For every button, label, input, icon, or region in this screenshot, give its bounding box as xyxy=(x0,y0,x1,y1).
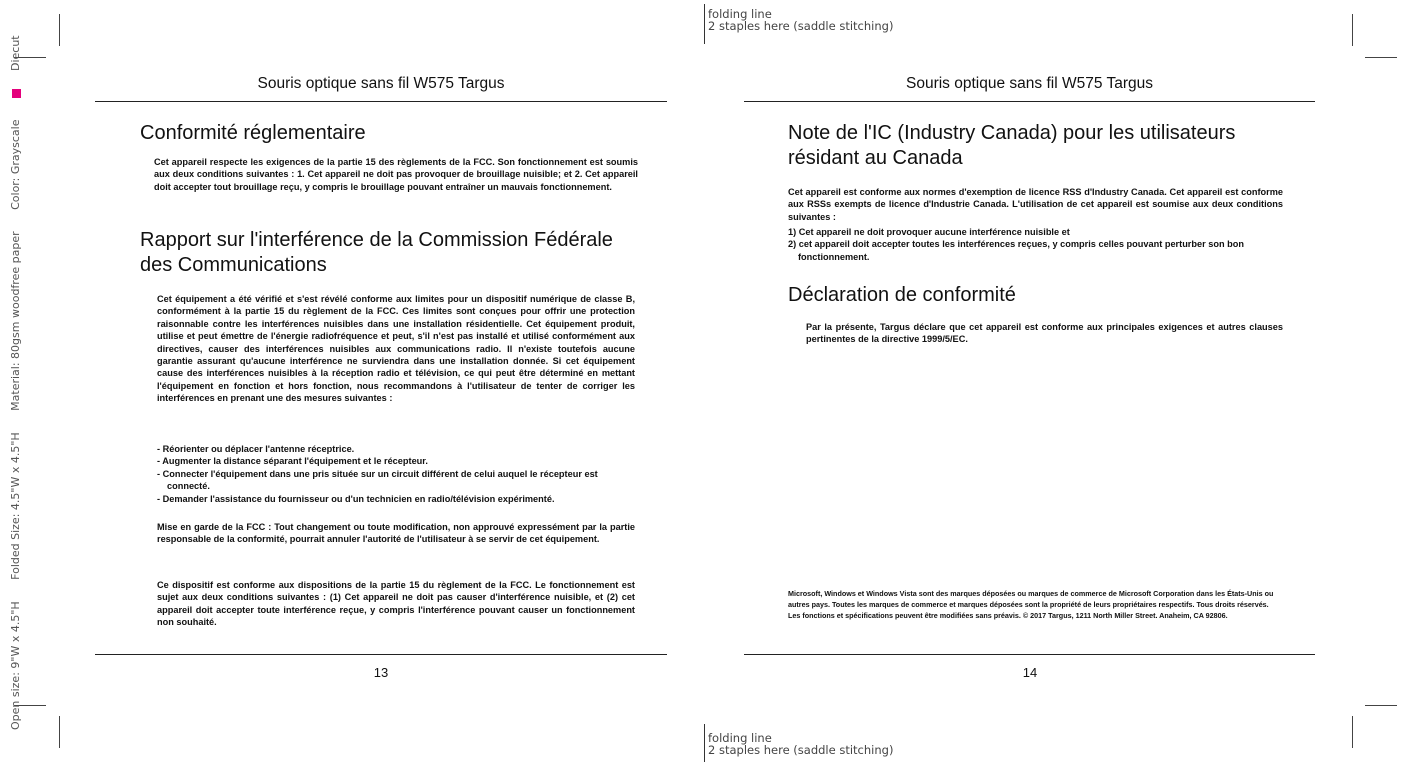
fold-line-label: folding line xyxy=(708,7,772,21)
crop-mark xyxy=(1365,57,1397,58)
page-header: Souris optique sans fil W575 Targus xyxy=(906,75,1153,92)
section-title: Déclaration de conformité xyxy=(788,284,1016,306)
measures-list xyxy=(157,443,635,505)
list-item: - Réorienter ou déplacer l'antenne réceptrice. xyxy=(157,444,355,454)
staples-label: 2 staples here (saddle stitching) xyxy=(708,19,894,33)
crop-mark xyxy=(59,716,60,748)
section-body: Cet appareil respecte les exigences de la partie 15 des règlements de la FCC. Son fonctionnement est soumis aux deux conditions suivantes : 1. Cet appareil ne doit pas provoquer de brouillage nuisible; et 2. Cet appareil doit accepter tout brouillage reçu, y compris le brouillage pouvant entraîner un mauvais fonctionnement. xyxy=(154,157,638,192)
section-body: Cet appareil est conforme aux normes d'exemption de licence RSS d'Industry Canada. Cet appareil est conforme aux RSSs exempts de licence d'Industrie Canada. L'utilisation de cet appareil est soumise aux deux conditions suivantes : xyxy=(788,187,1283,222)
page-number: 14 xyxy=(1022,665,1038,680)
header-rule xyxy=(95,101,667,102)
footer-rule xyxy=(744,654,1315,655)
staples-label: 2 staples here (saddle stitching) xyxy=(708,743,894,757)
list-item: 2) cet appareil doit accepter toutes les interférences reçues, y compris celles pouvant perturber son bon fonctionnement. xyxy=(788,239,1244,262)
section-body: Cet équipement a été vérifié et s'est révélé conforme aux limites pour un dispositif numérique de classe B, conformément à la partie 15 du règlement de la FCC. Ces limites sont conçues pour offrir une protection raisonnable contre les interférences nuisibles dans une installation résidentielle. Cet équipement produit, utilise et peut émettre de l'énergie radiofréquence et peut, s'il n'est pas installé et utilisé conformément aux directives, causer des interférences nuisibles aux communications radio. Il n'existe toutefois aucune garantie assurant qu'aucune interférence ne surviendra dans une installation donnée. Si cet équipement cause des interférences nuisibles à la réception radio et télévision, ce qui peut être déterminé en mettant l'équipement en fonction et hors fonction, nous recommandons à l'utilisateur de tenter de corriger les interférences en prenant une des mesures suivantes : xyxy=(157,294,635,404)
conditions-list xyxy=(788,226,1283,263)
section-title: Rapport sur l'interférence de la Commission Fédérale des Communications xyxy=(140,229,613,276)
spec-open-size: Open size: 9"W x 4.5"H xyxy=(9,601,22,730)
print-spec-label xyxy=(7,35,25,730)
dieline-swatch xyxy=(12,89,21,98)
fcc-warning: Mise en garde de la FCC : Tout changement ou toute modification, non approuvé expressément par la partie responsable de la conformité, pourrait annuler l'autorité de l'utilisateur à se servir de cet équipement. xyxy=(157,522,635,545)
page-header: Souris optique sans fil W575 Targus xyxy=(257,75,505,92)
spec-color: Color: Grayscale xyxy=(9,119,22,210)
crop-mark xyxy=(1352,716,1353,748)
list-item: - Connecter l'équipement dans une pris située sur un circuit différent de celui auquel le récepteur est connecté. xyxy=(157,468,598,492)
section-body: Par la présente, Targus déclare que cet appareil est conforme aux principales exigences et autres clauses pertinentes de la directive 1999/5/EC. xyxy=(806,322,1283,345)
list-item: - Augmenter la distance séparant l'équipement et le récepteur. xyxy=(157,456,428,467)
fold-note-top xyxy=(708,8,893,32)
crop-mark xyxy=(1352,14,1353,46)
crop-mark xyxy=(1365,705,1397,706)
list-item: 1) Cet appareil ne doit provoquer aucune interférence nuisible et xyxy=(788,227,1070,237)
fcc-closing: Ce dispositif est conforme aux dispositions de la partie 15 du règlement de la FCC. Le fonctionnement est sujet aux deux conditions suivantes : (1) Cet appareil ne doit pas causer d'interférence nuisible, et (2) cet appareil doit accepter toute interférence reçue, y compris l'interférence pouvant causer un fonctionnement non souhaité. xyxy=(157,580,635,628)
footer-rule xyxy=(95,654,667,655)
spec-material: Material: 80gsm woodfree paper xyxy=(9,231,22,411)
header-rule xyxy=(744,101,1315,102)
fold-line-top xyxy=(704,4,705,44)
dieline-label: Diecut xyxy=(9,35,22,72)
crop-mark xyxy=(59,14,60,46)
list-item: - Demander l'assistance du fournisseur ou d'un technicien en radio/télévision expérimenté. xyxy=(157,493,555,504)
trademark-notice: Microsoft, Windows et Windows Vista sont des marques déposées ou marques de commerce de Microsoft Corporation dans les États-Unis ou autres pays. Toutes les marques de commerce et marques déposées sont la propriété de leurs propriétaires respectifs. Tous droits réservés. Les fonctions et spécifications peuvent être modifiées sans préavis. © 2017 Targus, 1211 North Miller Street. Anaheim, CA 92806. xyxy=(788,589,1274,621)
fold-line-label: folding line xyxy=(708,731,772,745)
fold-note-bottom xyxy=(708,732,893,756)
section-title: Conformité réglementaire xyxy=(140,122,366,144)
page-number: 13 xyxy=(373,665,389,680)
spec-folded-size: Folded Size: 4.5"W x 4.5"H xyxy=(9,432,22,580)
section-title: Note de l'IC (Industry Canada) pour les utilisateurs résidant au Canada xyxy=(788,122,1236,169)
fold-line-bottom xyxy=(704,724,705,762)
